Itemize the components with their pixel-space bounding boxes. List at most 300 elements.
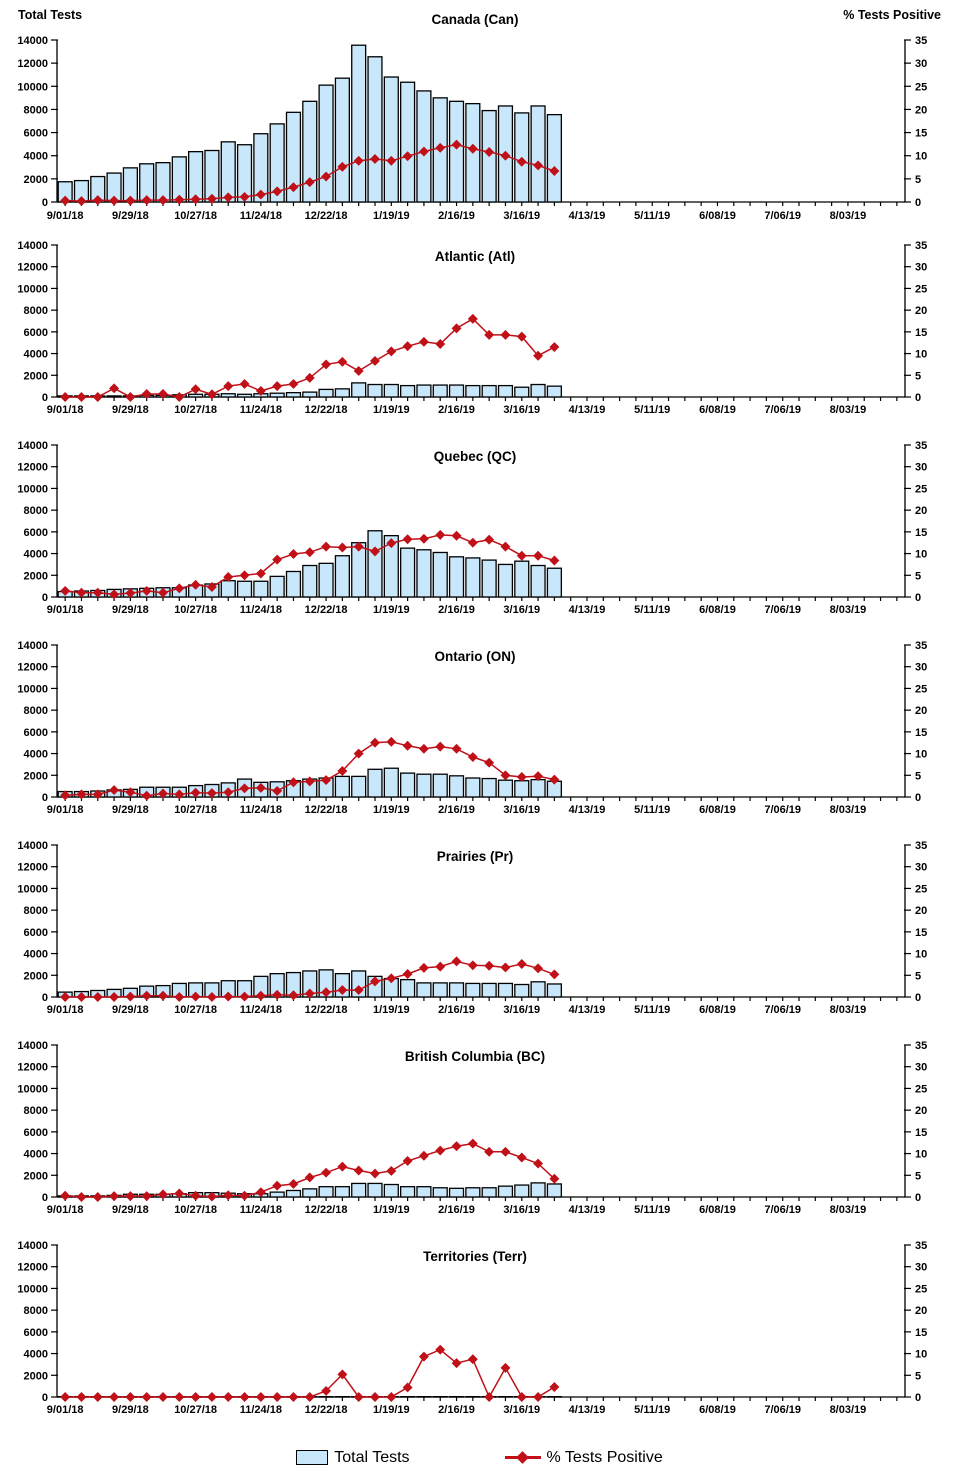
svg-text:9/29/18: 9/29/18: [112, 1004, 149, 1016]
svg-text:10: 10: [915, 1148, 928, 1161]
diamond-marker-icon: [501, 330, 510, 339]
svg-text:11/24/18: 11/24/18: [239, 1004, 282, 1016]
line-diamond-swatch-icon: [505, 1456, 541, 1459]
svg-text:0: 0: [915, 792, 922, 804]
diamond-marker-icon: [110, 1393, 119, 1402]
diamond-marker-icon: [61, 1191, 70, 1200]
panel-title: Quebec (QC): [433, 449, 517, 464]
diamond-marker-icon: [110, 1192, 119, 1201]
y-axis-right: [904, 640, 927, 804]
svg-text:10000: 10000: [17, 683, 48, 696]
diamond-marker-icon: [371, 357, 380, 366]
svg-text:10/27/18: 10/27/18: [174, 1004, 218, 1016]
svg-text:10: 10: [915, 150, 928, 163]
svg-text:30: 30: [915, 861, 928, 874]
axes: [57, 445, 905, 597]
diamond-marker-icon: [93, 393, 102, 402]
y-axis-left: [17, 640, 58, 804]
diamond-marker-icon: [420, 1352, 429, 1361]
diamond-marker-icon: [224, 1191, 233, 1200]
diamond-marker-icon: [550, 556, 559, 565]
svg-text:12000: 12000: [17, 1061, 48, 1074]
legend: [0, 1438, 959, 1477]
svg-text:25: 25: [915, 883, 928, 896]
svg-text:6/08/19: 6/08/19: [699, 210, 736, 222]
svg-text:4/13/19: 4/13/19: [568, 404, 606, 416]
y-axis-right: [904, 440, 927, 604]
svg-text:10/27/18: 10/27/18: [174, 404, 218, 416]
svg-text:14000: 14000: [17, 240, 48, 252]
diamond-marker-icon: [110, 384, 119, 393]
diamond-marker-icon: [77, 393, 86, 402]
svg-text:15: 15: [915, 127, 928, 140]
svg-text:15: 15: [915, 926, 928, 939]
svg-text:25: 25: [915, 1283, 928, 1296]
svg-text:30: 30: [915, 461, 928, 474]
x-axis: [47, 1197, 897, 1216]
diamond-marker-icon: [208, 1393, 217, 1402]
diamond-marker-icon: [501, 963, 510, 972]
diamond-marker-icon: [517, 1393, 526, 1402]
svg-text:12/22/18: 12/22/18: [304, 804, 348, 816]
svg-text:10: 10: [915, 548, 928, 561]
diamond-marker-icon: [77, 1193, 86, 1202]
diamond-marker-icon: [322, 1168, 331, 1177]
x-axis: [47, 797, 897, 816]
panel-title: Territories (Terr): [423, 1249, 527, 1264]
axes: [57, 1045, 905, 1197]
svg-text:6000: 6000: [23, 526, 48, 539]
diamond-marker-icon: [550, 343, 559, 352]
y-axis-right: [904, 240, 927, 404]
svg-text:10/27/18: 10/27/18: [174, 1404, 218, 1416]
diamond-marker-icon: [240, 571, 249, 580]
svg-text:3/16/19: 3/16/19: [503, 1204, 541, 1216]
svg-text:9/29/18: 9/29/18: [112, 1204, 149, 1216]
svg-text:15: 15: [915, 1126, 928, 1139]
diamond-marker-icon: [289, 380, 298, 389]
svg-text:2000: 2000: [23, 770, 48, 783]
diamond-marker-icon: [436, 530, 445, 539]
svg-text:12/22/18: 12/22/18: [304, 1204, 348, 1216]
diamond-marker-icon: [338, 1162, 347, 1171]
svg-text:5/11/19: 5/11/19: [634, 604, 671, 616]
legend-item-pct-positive: [505, 1449, 663, 1467]
svg-text:9/29/18: 9/29/18: [112, 1404, 149, 1416]
svg-text:9/29/18: 9/29/18: [112, 804, 149, 816]
svg-text:2000: 2000: [23, 370, 48, 383]
svg-text:25: 25: [915, 683, 928, 696]
svg-text:3/16/19: 3/16/19: [503, 1404, 541, 1416]
chart-panel-territories-terr: [0, 1230, 959, 1435]
svg-text:0: 0: [41, 992, 48, 1004]
svg-text:14000: 14000: [17, 1040, 48, 1052]
svg-text:7/06/19: 7/06/19: [764, 1404, 802, 1416]
svg-text:10000: 10000: [17, 1083, 48, 1096]
svg-text:12000: 12000: [17, 461, 48, 474]
svg-text:7/06/19: 7/06/19: [764, 1004, 802, 1016]
svg-text:6000: 6000: [23, 726, 48, 739]
svg-text:10000: 10000: [17, 81, 48, 94]
svg-text:12000: 12000: [17, 861, 48, 874]
svg-text:15: 15: [915, 326, 928, 339]
svg-text:7/06/19: 7/06/19: [764, 804, 802, 816]
svg-text:12/22/18: 12/22/18: [304, 1004, 348, 1016]
svg-text:14000: 14000: [17, 1240, 48, 1252]
svg-text:10: 10: [915, 348, 928, 361]
diamond-marker-icon: [387, 1393, 396, 1402]
y-axis-left: [17, 440, 58, 604]
svg-text:8/03/19: 8/03/19: [829, 804, 867, 816]
svg-text:10000: 10000: [17, 883, 48, 896]
svg-text:11/24/18: 11/24/18: [239, 1404, 282, 1416]
svg-text:20: 20: [915, 705, 928, 718]
chart-panel-canada-can: [0, 0, 959, 230]
right-axis-header: % Tests Positive: [843, 8, 941, 22]
svg-text:2/16/19: 2/16/19: [438, 1404, 475, 1416]
diamond-marker-icon: [240, 1191, 249, 1200]
diamond-marker-icon: [273, 1181, 282, 1190]
svg-text:9/29/18: 9/29/18: [112, 210, 149, 222]
panel-title: British Columbia (BC): [404, 1049, 546, 1064]
svg-text:8000: 8000: [23, 705, 48, 718]
diamond-marker-icon: [371, 738, 380, 747]
svg-text:15: 15: [915, 726, 928, 739]
diamond-marker-icon: [436, 742, 445, 751]
svg-text:8000: 8000: [23, 104, 48, 117]
svg-text:35: 35: [915, 1040, 928, 1052]
svg-text:1/19/19: 1/19/19: [372, 1204, 410, 1216]
svg-text:6/08/19: 6/08/19: [699, 1204, 736, 1216]
diamond-marker-icon: [126, 393, 135, 402]
svg-text:3/16/19: 3/16/19: [503, 804, 541, 816]
svg-text:11/24/18: 11/24/18: [239, 1204, 282, 1216]
diamond-marker-icon: [371, 1393, 380, 1402]
chart-panel-atlantic-atl: [0, 230, 959, 430]
svg-text:20: 20: [915, 305, 928, 318]
diamond-marker-icon: [516, 1451, 529, 1464]
svg-text:6000: 6000: [23, 1326, 48, 1339]
svg-text:14000: 14000: [17, 840, 48, 852]
svg-text:1/19/19: 1/19/19: [372, 1404, 410, 1416]
svg-text:9/01/18: 9/01/18: [46, 404, 84, 416]
svg-text:4000: 4000: [23, 348, 48, 361]
svg-text:20: 20: [915, 505, 928, 518]
diamond-marker-icon: [485, 1147, 494, 1156]
svg-text:8/03/19: 8/03/19: [829, 1004, 867, 1016]
svg-text:30: 30: [915, 261, 928, 274]
diamond-marker-icon: [501, 1364, 510, 1373]
svg-text:12000: 12000: [17, 1261, 48, 1274]
svg-text:35: 35: [915, 35, 928, 47]
diamond-marker-icon: [485, 535, 494, 544]
diamond-marker-icon: [452, 531, 461, 540]
svg-text:4/13/19: 4/13/19: [568, 210, 606, 222]
diamond-marker-icon: [550, 970, 559, 979]
panel-title: Canada (Can): [431, 12, 519, 27]
svg-text:9/01/18: 9/01/18: [46, 1204, 84, 1216]
diamond-marker-icon: [256, 1393, 265, 1402]
svg-text:0: 0: [41, 592, 48, 604]
svg-text:3/16/19: 3/16/19: [503, 404, 541, 416]
bar-swatch-icon: [296, 1450, 328, 1465]
svg-text:2000: 2000: [23, 1370, 48, 1383]
svg-text:6/08/19: 6/08/19: [699, 1404, 736, 1416]
chart-panel-ontario-on: [0, 630, 959, 830]
line-series-pct-positive: [61, 1345, 559, 1401]
svg-text:5: 5: [915, 370, 922, 383]
svg-text:0: 0: [915, 197, 922, 209]
svg-text:9/29/18: 9/29/18: [112, 604, 149, 616]
svg-text:11/24/18: 11/24/18: [239, 804, 282, 816]
diamond-marker-icon: [468, 538, 477, 547]
diamond-marker-icon: [338, 543, 347, 552]
svg-text:6/08/19: 6/08/19: [699, 404, 736, 416]
svg-text:10: 10: [915, 748, 928, 761]
svg-text:1/19/19: 1/19/19: [372, 804, 410, 816]
svg-text:5: 5: [915, 1170, 922, 1183]
x-axis: [47, 397, 897, 416]
diamond-marker-icon: [501, 1147, 510, 1156]
svg-text:4000: 4000: [23, 150, 48, 163]
svg-text:8000: 8000: [23, 1305, 48, 1318]
svg-text:9/01/18: 9/01/18: [46, 804, 84, 816]
svg-text:9/01/18: 9/01/18: [46, 604, 84, 616]
svg-text:4/13/19: 4/13/19: [568, 1404, 606, 1416]
panel-title: Prairies (Pr): [436, 849, 514, 864]
y-axis-right: [904, 840, 927, 1004]
svg-text:5/11/19: 5/11/19: [634, 210, 671, 222]
svg-text:30: 30: [915, 1261, 928, 1274]
diamond-marker-icon: [452, 957, 461, 966]
diamond-marker-icon: [354, 367, 363, 376]
diamond-marker-icon: [273, 382, 282, 391]
diamond-marker-icon: [175, 1393, 184, 1402]
svg-text:8000: 8000: [23, 1105, 48, 1118]
svg-text:5: 5: [915, 570, 922, 583]
svg-text:5/11/19: 5/11/19: [634, 404, 671, 416]
svg-text:4000: 4000: [23, 548, 48, 561]
diamond-marker-icon: [403, 1383, 412, 1392]
svg-text:4/13/19: 4/13/19: [568, 1204, 606, 1216]
svg-text:2/16/19: 2/16/19: [438, 404, 475, 416]
legend-label-total-tests: Total Tests: [334, 1448, 410, 1466]
svg-text:0: 0: [915, 392, 922, 404]
svg-text:10000: 10000: [17, 483, 48, 496]
diamond-marker-icon: [224, 382, 233, 391]
svg-text:6000: 6000: [23, 127, 48, 140]
diamond-marker-icon: [420, 964, 429, 973]
diamond-marker-icon: [77, 1393, 86, 1402]
y-axis-left: [17, 35, 58, 209]
diamond-marker-icon: [305, 1173, 314, 1182]
axes: [57, 645, 905, 797]
svg-text:0: 0: [915, 592, 922, 604]
svg-text:20: 20: [915, 905, 928, 918]
svg-text:4/13/19: 4/13/19: [568, 804, 606, 816]
svg-text:9/29/18: 9/29/18: [112, 404, 149, 416]
svg-text:4/13/19: 4/13/19: [568, 604, 606, 616]
diamond-marker-icon: [403, 535, 412, 544]
diamond-marker-icon: [485, 1393, 494, 1402]
diamond-marker-icon: [289, 550, 298, 559]
svg-text:12/22/18: 12/22/18: [304, 404, 348, 416]
svg-text:6000: 6000: [23, 1126, 48, 1139]
x-axis: [47, 1397, 897, 1416]
y-axis-right: [904, 35, 927, 209]
svg-text:2/16/19: 2/16/19: [438, 210, 475, 222]
svg-text:5/11/19: 5/11/19: [634, 1404, 671, 1416]
diamond-marker-icon: [468, 1355, 477, 1364]
svg-text:14000: 14000: [17, 640, 48, 652]
svg-text:6000: 6000: [23, 926, 48, 939]
svg-text:10/27/18: 10/27/18: [174, 604, 218, 616]
svg-text:35: 35: [915, 1240, 928, 1252]
svg-text:2000: 2000: [23, 1170, 48, 1183]
svg-text:4000: 4000: [23, 1148, 48, 1161]
svg-text:1/19/19: 1/19/19: [372, 404, 410, 416]
svg-text:8/03/19: 8/03/19: [829, 1204, 867, 1216]
diamond-marker-icon: [468, 961, 477, 970]
diamond-marker-icon: [61, 393, 70, 402]
legend-label-pct-positive: % Tests Positive: [546, 1448, 663, 1466]
chart-panel-british-columbia-bc: [0, 1030, 959, 1230]
bars-series-total-tests: [58, 383, 561, 397]
svg-text:7/06/19: 7/06/19: [764, 404, 802, 416]
diamond-marker-icon: [452, 744, 461, 753]
svg-text:2000: 2000: [23, 970, 48, 983]
svg-text:8/03/19: 8/03/19: [829, 404, 867, 416]
svg-text:30: 30: [915, 58, 928, 71]
svg-text:30: 30: [915, 1061, 928, 1074]
diamond-marker-icon: [501, 542, 510, 551]
svg-text:4000: 4000: [23, 1348, 48, 1361]
svg-text:14000: 14000: [17, 35, 48, 47]
svg-text:4000: 4000: [23, 948, 48, 961]
svg-text:20: 20: [915, 1105, 928, 1118]
y-axis-left: [17, 1040, 58, 1204]
svg-text:6/08/19: 6/08/19: [699, 804, 736, 816]
svg-text:2000: 2000: [23, 173, 48, 186]
diamond-marker-icon: [534, 964, 543, 973]
diamond-marker-icon: [517, 551, 526, 560]
svg-text:11/24/18: 11/24/18: [239, 604, 282, 616]
y-axis-left: [17, 240, 58, 404]
svg-text:3/16/19: 3/16/19: [503, 1004, 541, 1016]
svg-text:20: 20: [915, 1305, 928, 1318]
svg-text:15: 15: [915, 1326, 928, 1339]
diamond-marker-icon: [371, 1169, 380, 1178]
diamond-marker-icon: [289, 1180, 298, 1189]
panel-title: Ontario (ON): [434, 649, 516, 664]
diamond-marker-icon: [273, 1393, 282, 1402]
svg-text:12/22/18: 12/22/18: [304, 210, 348, 222]
diamond-marker-icon: [126, 1192, 135, 1201]
svg-text:5/11/19: 5/11/19: [634, 1204, 671, 1216]
svg-text:0: 0: [915, 992, 922, 1004]
svg-text:12/22/18: 12/22/18: [304, 1404, 348, 1416]
diamond-marker-icon: [485, 961, 494, 970]
svg-text:0: 0: [41, 197, 48, 209]
svg-text:5: 5: [915, 173, 922, 186]
svg-text:10: 10: [915, 1348, 928, 1361]
svg-text:30: 30: [915, 661, 928, 674]
x-axis: [47, 997, 897, 1016]
diamond-marker-icon: [387, 347, 396, 356]
diamond-marker-icon: [403, 1157, 412, 1166]
svg-text:9/01/18: 9/01/18: [46, 1404, 84, 1416]
svg-text:35: 35: [915, 840, 928, 852]
svg-text:0: 0: [915, 1192, 922, 1204]
diamond-marker-icon: [305, 548, 314, 557]
svg-text:8/03/19: 8/03/19: [829, 210, 867, 222]
svg-text:1/19/19: 1/19/19: [372, 604, 410, 616]
diamond-marker-icon: [517, 960, 526, 969]
svg-text:10/27/18: 10/27/18: [174, 804, 218, 816]
diamond-marker-icon: [322, 542, 331, 551]
x-axis: [47, 597, 897, 616]
svg-text:35: 35: [915, 440, 928, 452]
svg-text:9/01/18: 9/01/18: [46, 1004, 84, 1016]
svg-text:0: 0: [41, 392, 48, 404]
y-axis-right: [904, 1040, 927, 1204]
panel-title: Atlantic (Atl): [434, 249, 516, 264]
svg-text:5: 5: [915, 770, 922, 783]
diamond-marker-icon: [420, 534, 429, 543]
diamond-marker-icon: [240, 1393, 249, 1402]
diamond-marker-icon: [436, 962, 445, 971]
svg-text:35: 35: [915, 640, 928, 652]
svg-text:12/22/18: 12/22/18: [304, 604, 348, 616]
diamond-marker-icon: [403, 741, 412, 750]
svg-text:5/11/19: 5/11/19: [634, 804, 671, 816]
svg-text:7/06/19: 7/06/19: [764, 210, 802, 222]
svg-text:11/24/18: 11/24/18: [239, 404, 282, 416]
diamond-marker-icon: [354, 1166, 363, 1175]
svg-text:3/16/19: 3/16/19: [503, 210, 541, 222]
diamond-marker-icon: [93, 1193, 102, 1202]
svg-text:8000: 8000: [23, 905, 48, 918]
svg-text:6000: 6000: [23, 326, 48, 339]
svg-text:1/19/19: 1/19/19: [372, 210, 410, 222]
svg-text:25: 25: [915, 81, 928, 94]
diamond-marker-icon: [534, 551, 543, 560]
y-axis-left: [17, 840, 58, 1004]
diamond-marker-icon: [550, 1383, 559, 1392]
axes: [57, 845, 905, 997]
svg-text:3/16/19: 3/16/19: [503, 604, 541, 616]
diamond-marker-icon: [305, 1393, 314, 1402]
diamond-marker-icon: [126, 1393, 135, 1402]
diamond-marker-icon: [387, 1167, 396, 1176]
diamond-marker-icon: [175, 393, 184, 402]
svg-text:0: 0: [41, 1192, 48, 1204]
svg-text:10/27/18: 10/27/18: [174, 210, 218, 222]
svg-text:5: 5: [915, 970, 922, 983]
diamond-marker-icon: [61, 1393, 70, 1402]
svg-text:25: 25: [915, 283, 928, 296]
x-axis: [47, 202, 897, 222]
svg-text:2/16/19: 2/16/19: [438, 604, 475, 616]
svg-text:10: 10: [915, 948, 928, 961]
diamond-marker-icon: [142, 1192, 151, 1201]
diamond-marker-icon: [240, 380, 249, 389]
svg-text:7/06/19: 7/06/19: [764, 1204, 802, 1216]
svg-text:6/08/19: 6/08/19: [699, 1004, 736, 1016]
svg-text:0: 0: [41, 1392, 48, 1404]
svg-text:35: 35: [915, 240, 928, 252]
svg-text:15: 15: [915, 526, 928, 539]
